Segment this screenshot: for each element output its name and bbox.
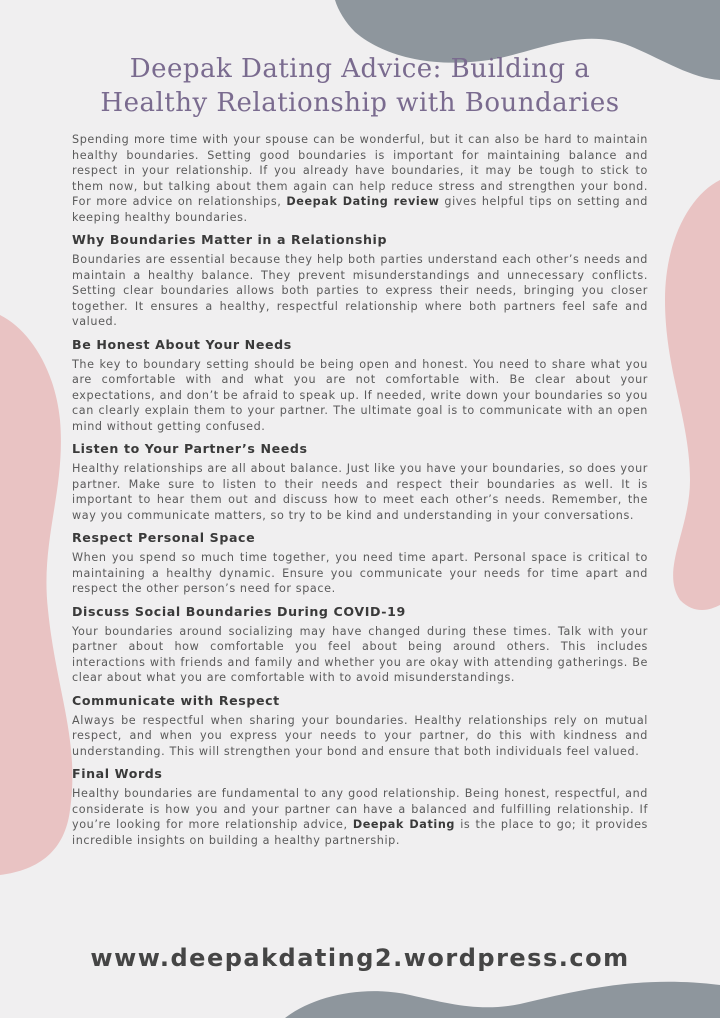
page-title: Deepak Dating Advice: Building a Healthy Relationship with Boundaries (100, 54, 620, 118)
final-text-end: is the place to go; it provides incredible insights on building a healthy partnership. (72, 818, 648, 847)
section-heading-listen: Listen to Your Partner’s Needs (72, 441, 308, 456)
final-bold-text: Deepak Dating (352, 818, 456, 831)
footer-url: www.deepakdating2.wordpress.com (90, 944, 630, 972)
section-body-listen: Healthy relationships are all about balance. Just like you have your boundaries, so does your partner. Make sure to listen to their needs and respect their boundaries as well. It is important to hear them out and discuss how to meet each other’s needs. Remember, the way you communicate matters, so try to be kind and understanding in your conversations. (72, 462, 648, 522)
section-heading-personal-space: Respect Personal Space (72, 530, 256, 545)
section-body-communicate: Always be respectful when sharing your boundaries. Healthy relationships rely on mutual respect, and when you express your needs to your partner, do this with kindness and understanding. This will strengthen your bond and ensure that both individuals feel valued. (72, 713, 648, 758)
section-heading-be-honest: Be Honest About Your Needs (72, 336, 292, 352)
section-heading-communicate: Communicate with Respect (72, 692, 280, 708)
section-body-final-words (72, 786, 648, 848)
intro-paragraph (72, 132, 648, 225)
section-heading-why-boundaries: Why Boundaries Matter in a Relationship (72, 232, 388, 247)
section-body-personal-space: When you spend so much time together, you need time apart. Personal space is critical to maintaining a healthy dynamic. Ensure you communicate your needs for time apart and respect the other person’s need for space. (72, 551, 648, 595)
section-heading-covid: Discuss Social Boundaries During COVID-19 (72, 603, 406, 619)
section-body-why-boundaries: Boundaries are essential because they help both parties understand each other’s needs and maintain a healthy balance. They prevent misunderstandings and unnecessary conflicts. Setting clear boundaries allows both parties to express their needs, bringing you closer together. It ensures a healthy, respectful relationship where both partners feel safe and valued. (72, 253, 648, 328)
final-text: Healthy boundaries are fundamental to any good relationship. Being honest, respectful, and considerate is how you and your partner can have a balanced and fulfilling relationship. If you’re looking for more relationship advice, (72, 787, 648, 831)
section-body-be-honest: The key to boundary setting should be being open and honest. You need to share what you are comfortable with and what you are not comfortable with. Be clear about your expectations, and don’t be afraid to speak up. If needed, write down your boundaries so you can clearly explain them to your partner. The ultimate goal is to communicate with an open mind without getting confused. (72, 357, 648, 433)
left-pink-blob (0, 315, 72, 875)
article (72, 52, 648, 848)
intro-bold-link-text: Deepak Dating review (286, 195, 440, 208)
bottom-gray-blob (285, 982, 720, 1018)
intro-text: Spending more time with your spouse can be wonderful, but it can also be hard to maintain healthy boundaries. Setting good boundaries is important for maintaining balance and respect in your relationship. If you already have boundaries, it may be tough to stick to them now, but talking about them again can help reduce stress and strengthen your bond. For more advice on relationships, (72, 133, 648, 208)
section-body-covid: Your boundaries around socializing may have changed during these times. Talk with your partner about how comfortable you feel about being around others. This includes interactions with friends and family and whether you are okay with attending gatherings. Be clear about what you are comfortable with to avoid misunderstandings. (72, 624, 648, 684)
right-pink-blob (665, 180, 720, 610)
intro-text-end: gives helpful tips on setting and keeping healthy boundaries. (72, 195, 648, 224)
section-heading-final-words: Final Words (72, 766, 163, 781)
